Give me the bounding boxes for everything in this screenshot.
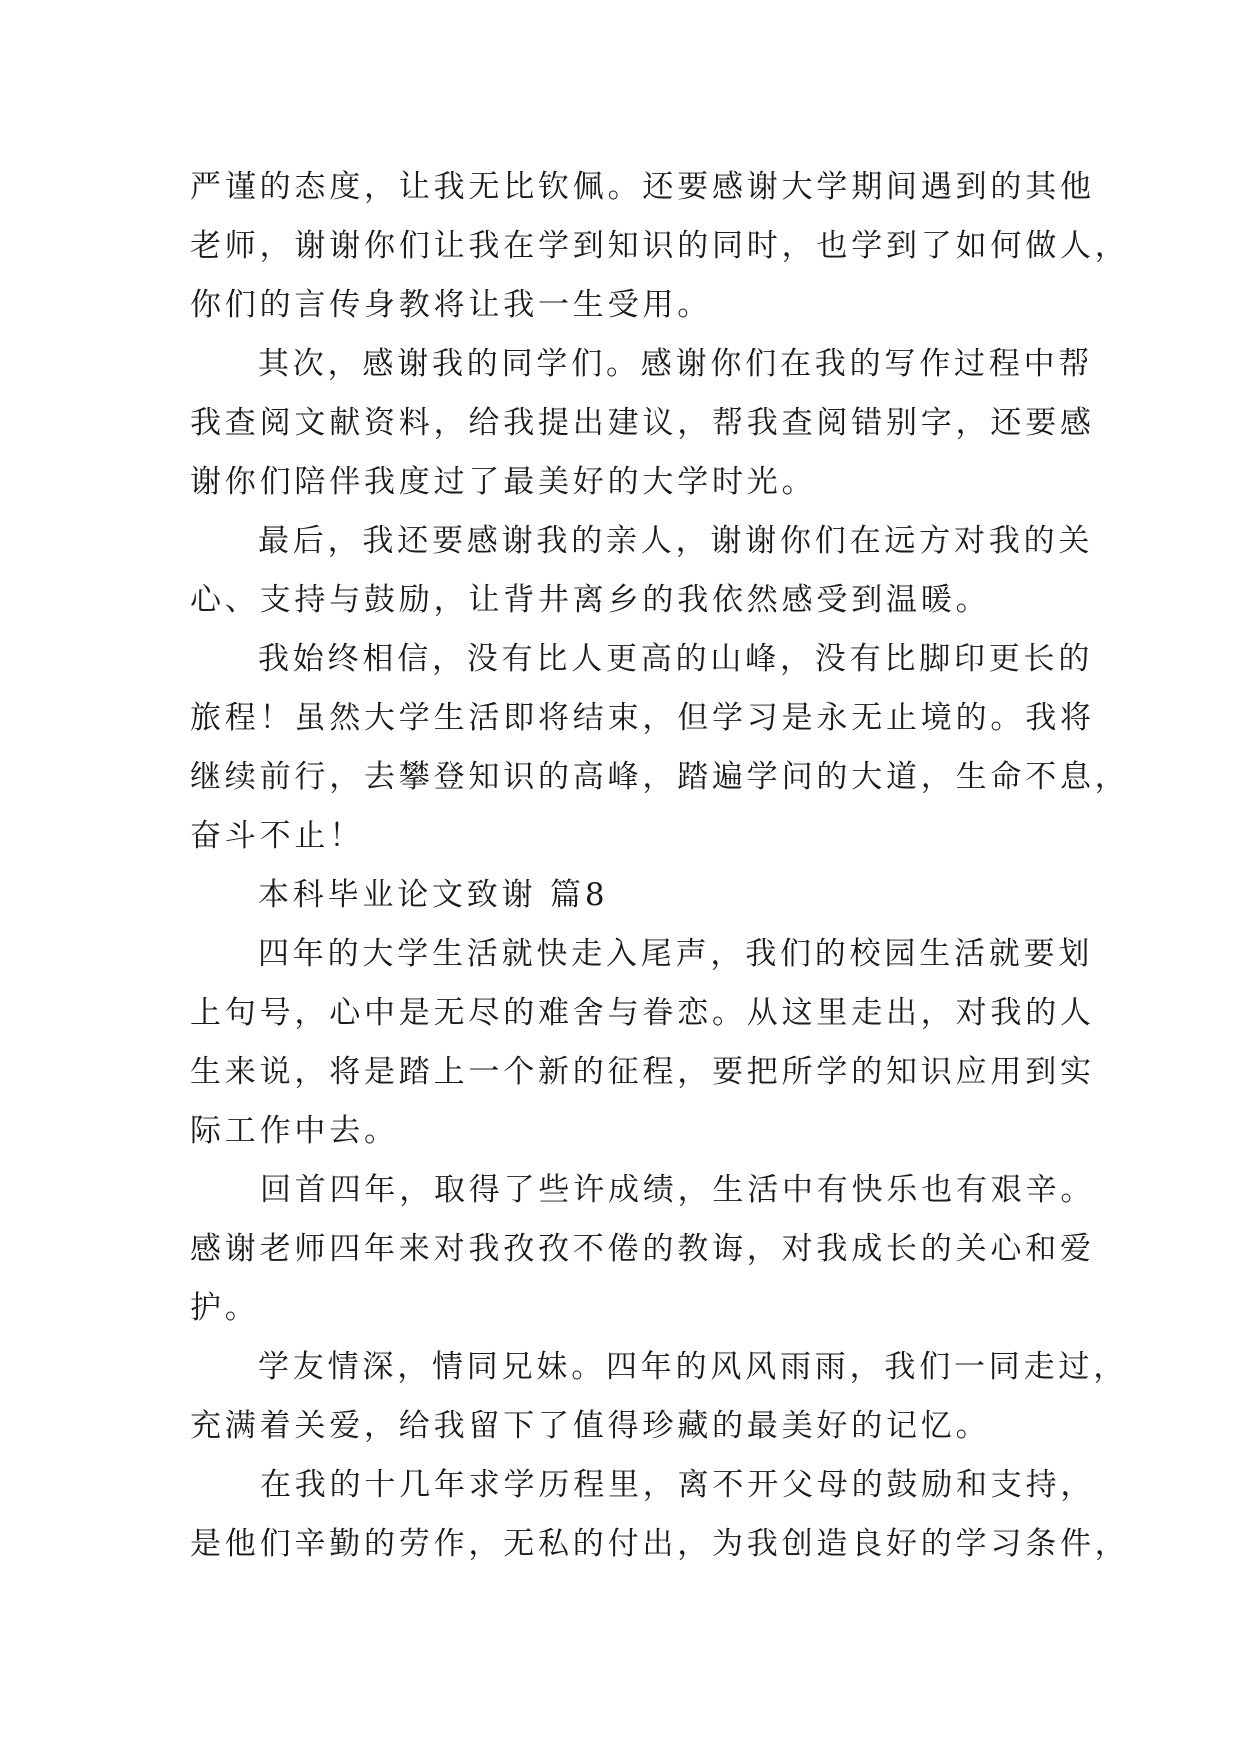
text-line: 充满着关爱，给我留下了值得珍藏的最美好的记忆。 — [190, 1408, 991, 1444]
text-line: 老师，谢谢你们让我在学到知识的同时，也学到了如何做人， — [190, 228, 1130, 264]
paragraph-start: 回首四年，取得了些许成绩，生活中有快乐也有艰辛。 — [260, 1172, 1096, 1208]
document-body — [190, 158, 1130, 1574]
paragraph-start: 最后，我还要感谢我的亲人，谢谢你们在远方对我的关 — [258, 523, 1094, 559]
text-line: 奋斗不止！ — [190, 818, 364, 854]
text-line: 际工作中去。 — [190, 1113, 399, 1149]
text-line: 是他们辛勤的劳作，无私的付出，为我创造良好的学习条件， — [190, 1526, 1130, 1562]
text-line: 我查阅文献资料，给我提出建议，帮我查阅错别字，还要感 — [190, 405, 1095, 441]
paragraph-start: 我始终相信，没有比人更高的山峰，没有比脚印更长的 — [258, 641, 1094, 677]
text-line: 旅程！虽然大学生活即将结束，但学习是永无止境的。我将 — [190, 700, 1095, 736]
section-heading: 本科毕业论文致谢 篇8 — [258, 877, 609, 913]
text-line: 心、支持与鼓励，让背井离乡的我依然感受到温暖。 — [190, 582, 991, 618]
text-line: 你们的言传身教将让我一生受用。 — [190, 287, 712, 323]
text-line: 护。 — [190, 1290, 260, 1326]
text-line: 感谢老师四年来对我孜孜不倦的教诲，对我成长的关心和爱 — [190, 1231, 1095, 1267]
text-line: 严谨的态度，让我无比钦佩。还要感谢大学期间遇到的其他 — [190, 169, 1095, 205]
paragraph-start: 学友情深，情同兄妹。四年的风风雨雨，我们一同走过， — [258, 1349, 1128, 1385]
text-line: 上句号，心中是无尽的难舍与眷恋。从这里走出，对我的人 — [190, 995, 1095, 1031]
paragraph-start: 其次，感谢我的同学们。感谢你们在我的写作过程中帮 — [258, 346, 1094, 382]
paragraph-start: 四年的大学生活就快走入尾声，我们的校园生活就要划 — [258, 936, 1094, 972]
text-line: 继续前行，去攀登知识的高峰，踏遍学问的大道，生命不息， — [190, 759, 1130, 795]
text-line: 生来说，将是踏上一个新的征程，要把所学的知识应用到实 — [190, 1054, 1095, 1090]
text-line: 谢你们陪伴我度过了最美好的大学时光。 — [190, 464, 817, 500]
paragraph-start: 在我的十几年求学历程里，离不开父母的鼓励和支持， — [260, 1467, 1096, 1503]
